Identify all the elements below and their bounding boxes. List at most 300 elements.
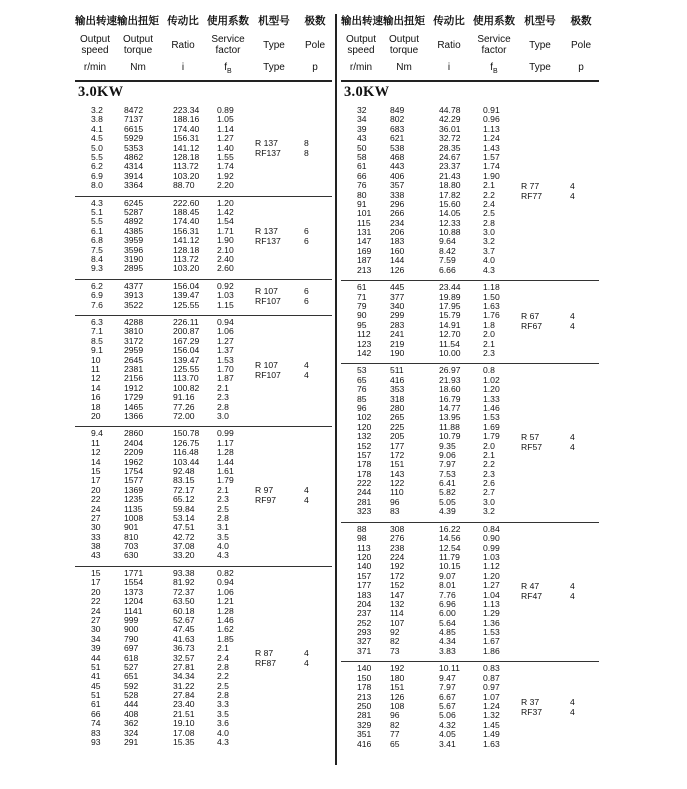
ratio-cell: 156.31 <box>173 133 200 144</box>
factor-cell: 1.61 <box>217 465 234 476</box>
speed-cell: 66 <box>91 708 101 719</box>
model-type: RF67 <box>521 320 543 331</box>
ratio-cell: 21.43 <box>439 170 461 181</box>
torque-cell: 802 <box>390 114 405 125</box>
ratio-cell: 24.67 <box>439 151 461 162</box>
torque-cell: 234 <box>390 217 405 228</box>
model-type: RF37 <box>521 706 543 717</box>
ratio-cell: 21.93 <box>439 374 461 385</box>
table-row <box>341 115 599 124</box>
table-row <box>341 125 599 134</box>
ratio-cell: 9.07 <box>439 570 456 581</box>
speed-cell: 183 <box>357 589 372 600</box>
speed-cell: 12 <box>91 373 101 384</box>
ratio-cell: 93.38 <box>173 568 195 578</box>
speed-cell: 90 <box>357 310 367 321</box>
factor-cell: 0.94 <box>217 317 234 327</box>
ratio-cell: 10.15 <box>439 561 461 572</box>
ratio-cell: 141.12 <box>173 235 200 246</box>
speed-cell: 15 <box>91 568 101 578</box>
factor-cell: 1.03 <box>483 551 500 562</box>
factor-cell: 0.99 <box>217 428 234 439</box>
speed-cell: 371 <box>357 645 372 656</box>
factor-cell: 0.83 <box>483 663 500 674</box>
ratio-cell: 18.60 <box>439 384 461 395</box>
ratio-cell: 83.15 <box>173 475 195 486</box>
header-unit-label: Type <box>263 62 285 73</box>
factor-cell: 3.7 <box>483 245 495 256</box>
model-type: RF97 <box>255 495 277 506</box>
speed-cell: 14 <box>91 456 101 467</box>
table-row <box>341 395 599 404</box>
pole-count: 4 <box>570 310 575 321</box>
table-row <box>75 125 332 134</box>
table-row <box>341 730 599 739</box>
ratio-cell: 113.70 <box>173 373 199 384</box>
header-unit-label: Nm <box>396 62 412 73</box>
speed-cell: 123 <box>357 338 372 349</box>
table-row <box>75 144 332 153</box>
factor-cell: 1.20 <box>217 197 234 208</box>
factor-cell: 1.53 <box>483 412 500 423</box>
factor-cell: 2.8 <box>217 690 229 701</box>
factor-cell: 1.87 <box>217 373 234 384</box>
header-column <box>471 14 517 76</box>
torque-cell: 2860 <box>124 428 144 439</box>
ratio-cell: 42.72 <box>173 531 195 542</box>
motor-group <box>341 283 599 358</box>
factor-cell: 2.0 <box>483 329 495 340</box>
ratio-cell: 19.10 <box>173 718 195 729</box>
table-row <box>75 327 332 336</box>
speed-cell: 6.1 <box>91 225 103 236</box>
ratio-cell: 14.77 <box>439 402 461 413</box>
factor-cell: 1.12 <box>483 561 500 572</box>
table-row <box>75 172 332 181</box>
pole-count: 4 <box>570 590 575 601</box>
ratio-cell: 19.89 <box>439 291 461 302</box>
factor-cell: 2.8 <box>217 512 229 523</box>
speed-cell: 6.3 <box>91 317 103 327</box>
factor-cell: 2.60 <box>217 263 234 274</box>
torque-cell: 143 <box>390 468 405 479</box>
table-row <box>341 366 599 375</box>
factor-cell: 1.57 <box>483 151 500 162</box>
header-en-label: Service factor <box>211 34 245 56</box>
speed-cell: 6.2 <box>91 161 103 172</box>
ratio-cell: 10.11 <box>439 663 460 674</box>
table-row <box>75 523 332 532</box>
ratio-cell: 26.97 <box>439 365 461 376</box>
header-en-label: Output speed <box>345 34 377 56</box>
ratio-cell: 156.04 <box>173 345 200 356</box>
factor-cell: 1.74 <box>217 161 234 172</box>
group-separator <box>75 315 332 316</box>
table-row <box>341 534 599 543</box>
torque-cell: 1135 <box>124 503 143 514</box>
factor-cell: 2.3 <box>217 392 229 403</box>
speed-cell: 18 <box>91 401 101 412</box>
ratio-cell: 23.37 <box>439 161 461 172</box>
speed-cell: 34 <box>357 114 367 125</box>
speed-cell: 178 <box>357 468 372 479</box>
ratio-cell: 156.31 <box>173 225 200 236</box>
torque-cell: 592 <box>124 680 139 691</box>
speed-cell: 20 <box>91 586 101 597</box>
speed-cell: 24 <box>91 503 101 514</box>
speed-cell: 178 <box>357 459 372 470</box>
header-en-label: Pole <box>570 39 591 51</box>
speed-cell: 244 <box>357 487 372 498</box>
torque-cell: 528 <box>124 690 139 701</box>
factor-cell: 1.67 <box>483 636 500 647</box>
table-row <box>75 700 332 709</box>
torque-cell: 1366 <box>124 410 144 421</box>
factor-cell: 1.24 <box>483 133 500 144</box>
torque-cell: 1141 <box>124 605 143 616</box>
table-row <box>341 562 599 571</box>
factor-cell: 2.1 <box>483 449 495 460</box>
factor-cell: 1.37 <box>217 345 234 356</box>
header-column <box>297 14 333 76</box>
factor-cell: 4.3 <box>483 264 495 275</box>
torque-cell: 4377 <box>124 280 144 291</box>
pole-count: 6 <box>304 285 309 296</box>
table-row <box>75 505 332 514</box>
speed-cell: 17 <box>91 475 101 486</box>
table-row <box>341 637 599 646</box>
ratio-cell: 11.79 <box>439 551 460 562</box>
table-row <box>75 106 332 115</box>
speed-cell: 30 <box>91 624 101 635</box>
factor-cell: 0.97 <box>483 682 500 693</box>
factor-cell: 2.1 <box>217 382 229 393</box>
header-column <box>161 14 205 76</box>
speed-cell: 131 <box>357 227 372 238</box>
speed-cell: 14 <box>91 382 101 393</box>
factor-cell: 1.33 <box>483 393 500 404</box>
ratio-cell: 141.12 <box>173 142 200 153</box>
torque-cell: 630 <box>124 550 139 561</box>
speed-cell: 10 <box>91 354 101 365</box>
torque-cell: 1962 <box>124 456 144 467</box>
factor-cell: 1.06 <box>217 326 234 337</box>
table-row <box>75 467 332 476</box>
ratio-cell: 226.11 <box>173 317 199 327</box>
ratio-cell: 27.81 <box>173 661 195 672</box>
ratio-cell: 81.92 <box>173 577 195 588</box>
speed-cell: 30 <box>91 522 101 533</box>
ratio-cell: 188.45 <box>173 206 200 217</box>
speed-cell: 120 <box>357 551 372 562</box>
speed-cell: 44 <box>91 652 101 663</box>
table-row <box>341 628 599 637</box>
ratio-cell: 12.33 <box>439 217 461 228</box>
header-column <box>563 14 599 76</box>
ratio-cell: 4.39 <box>439 506 456 517</box>
factor-cell: 1.36 <box>483 617 500 628</box>
table-row <box>75 374 332 383</box>
ratio-cell: 16.79 <box>439 393 461 404</box>
ratio-cell: 33.20 <box>173 550 195 561</box>
ratio-cell: 41.63 <box>173 633 195 644</box>
table-row <box>75 236 332 245</box>
table-row <box>341 581 599 590</box>
factor-cell: 2.5 <box>483 208 495 219</box>
torque-cell: 618 <box>124 652 139 663</box>
factor-cell: 2.2 <box>483 459 495 470</box>
ratio-cell: 125.55 <box>173 299 200 310</box>
model-type: RF107 <box>255 369 281 380</box>
ratio-cell: 65.12 <box>173 494 195 505</box>
torque-cell: 1008 <box>124 512 144 523</box>
factor-cell: 1.8 <box>483 319 495 330</box>
factor-cell: 1.71 <box>217 225 234 236</box>
torque-cell: 183 <box>390 236 405 247</box>
speed-cell: 74 <box>91 718 101 729</box>
torque-cell: 7137 <box>124 114 144 125</box>
ratio-cell: 14.05 <box>439 208 461 219</box>
torque-cell: 2381 <box>124 363 144 374</box>
table-row <box>341 470 599 479</box>
table-row <box>341 488 599 497</box>
table-row <box>341 740 599 749</box>
header-en-label: Type <box>529 39 551 51</box>
ratio-cell: 6.67 <box>439 691 456 702</box>
speed-cell: 51 <box>91 661 101 672</box>
ratio-cell: 36.01 <box>439 123 461 134</box>
torque-cell: 3810 <box>124 326 144 337</box>
factor-cell: 2.40 <box>217 253 234 264</box>
motor-group <box>341 106 599 275</box>
factor-cell: 2.4 <box>483 198 495 209</box>
speed-cell: 22 <box>91 596 101 607</box>
ratio-cell: 6.96 <box>439 598 456 609</box>
speed-cell: 132 <box>357 431 372 442</box>
ratio-cell: 16.22 <box>439 523 461 534</box>
factor-cell: 1.40 <box>217 142 234 153</box>
table-row <box>75 208 332 217</box>
torque-cell: 900 <box>124 624 139 635</box>
header-zh-label: 机型号 <box>524 15 556 27</box>
table-row <box>341 162 599 171</box>
header-zh-label: 输出扭矩 <box>383 15 425 27</box>
torque-cell: 1204 <box>124 596 144 607</box>
header-zh-label: 极数 <box>304 15 326 27</box>
torque-cell: 190 <box>390 347 405 358</box>
table-row <box>75 644 332 653</box>
table-row <box>341 153 599 162</box>
speed-cell: 150 <box>357 672 372 683</box>
torque-cell: 324 <box>124 727 139 738</box>
factor-cell: 0.82 <box>217 568 234 578</box>
speed-cell: 20 <box>91 484 101 495</box>
torque-cell: 703 <box>124 541 139 552</box>
ratio-cell: 53.14 <box>173 512 195 523</box>
factor-cell: 1.53 <box>217 354 234 365</box>
model-type: R 77 <box>521 180 540 191</box>
table-row <box>75 458 332 467</box>
factor-cell: 2.5 <box>217 680 229 691</box>
torque-cell: 192 <box>390 561 405 572</box>
table-row <box>75 439 332 448</box>
speed-cell: 9.1 <box>91 345 103 356</box>
torque-cell: 5353 <box>124 142 144 153</box>
table-row <box>75 672 332 681</box>
speed-cell: 140 <box>357 663 372 674</box>
ratio-cell: 103.20 <box>173 263 200 274</box>
group-separator <box>75 426 332 427</box>
factor-cell: 3.2 <box>483 506 495 517</box>
speed-cell: 7.6 <box>91 299 103 310</box>
torque-cell: 340 <box>390 300 405 311</box>
table-row <box>75 115 332 124</box>
header-en-label: Output torque <box>388 34 420 56</box>
header-zh-label: 机型号 <box>258 15 290 27</box>
speed-cell: 38 <box>91 541 101 552</box>
speed-cell: 71 <box>357 291 367 302</box>
ratio-cell: 91.16 <box>173 392 195 403</box>
torque-cell: 82 <box>390 636 400 647</box>
model-type: RF77 <box>521 190 543 201</box>
speed-cell: 15 <box>91 465 101 476</box>
speed-cell: 147 <box>357 236 372 247</box>
header-zh-label: 输出转速 <box>341 15 383 27</box>
ratio-cell: 174.40 <box>173 123 200 134</box>
factor-cell: 1.76 <box>483 310 500 321</box>
table-row <box>341 385 599 394</box>
speed-cell: 6.9 <box>91 290 103 301</box>
table-row <box>341 209 599 218</box>
table-row <box>75 384 332 393</box>
torque-cell: 224 <box>390 551 405 562</box>
factor-cell: 1.43 <box>483 142 500 153</box>
ratio-cell: 9.64 <box>439 236 456 247</box>
factor-cell: 0.96 <box>483 114 500 125</box>
ratio-cell: 17.95 <box>439 300 461 311</box>
torque-cell: 238 <box>390 542 405 553</box>
factor-cell: 1.90 <box>217 235 234 246</box>
factor-cell: 1.15 <box>217 299 234 310</box>
table-row <box>341 572 599 581</box>
table-row <box>341 106 599 115</box>
torque-cell: 408 <box>124 708 139 719</box>
ratio-cell: 5.82 <box>439 487 456 498</box>
torque-cell: 291 <box>124 737 139 748</box>
speed-cell: 43 <box>357 133 367 144</box>
factor-cell: 1.55 <box>217 151 234 162</box>
torque-cell: 152 <box>390 580 405 591</box>
torque-cell: 147 <box>390 589 405 600</box>
torque-cell: 527 <box>124 661 139 672</box>
torque-cell: 538 <box>390 142 405 153</box>
group-separator <box>341 280 599 281</box>
speed-cell: 32 <box>357 105 367 115</box>
speed-cell: 3.2 <box>91 105 103 115</box>
ratio-cell: 44.78 <box>439 105 461 115</box>
model-type: RF137 <box>255 148 281 159</box>
table-row <box>341 330 599 339</box>
speed-cell: 102 <box>357 412 372 423</box>
speed-cell: 53 <box>357 365 367 376</box>
torque-cell: 1729 <box>124 392 144 403</box>
table-row <box>341 293 599 302</box>
torque-cell: 96 <box>390 710 400 721</box>
torque-cell: 3959 <box>124 235 144 246</box>
factor-cell: 0.84 <box>483 523 500 534</box>
factor-cell: 1.02 <box>483 374 500 385</box>
speed-cell: 20 <box>91 410 101 421</box>
table-row <box>341 647 599 656</box>
speed-cell: 8.4 <box>91 253 103 264</box>
ratio-cell: 12.54 <box>439 542 461 553</box>
factor-cell: 1.03 <box>217 290 234 301</box>
torque-cell: 406 <box>390 170 405 181</box>
torque-cell: 1465 <box>124 401 144 412</box>
model-type: R 37 <box>521 696 540 707</box>
speed-cell: 112 <box>357 329 371 340</box>
ratio-cell: 5.67 <box>439 700 456 711</box>
factor-cell: 2.3 <box>217 494 229 505</box>
ratio-cell: 174.40 <box>173 216 200 227</box>
table-row <box>75 291 332 300</box>
pole-count: 4 <box>304 485 309 496</box>
factor-cell: 1.85 <box>217 633 234 644</box>
factor-cell: 2.8 <box>217 661 229 672</box>
torque-cell: 177 <box>390 440 405 451</box>
torque-cell: 65 <box>390 738 400 749</box>
table-row <box>75 635 332 644</box>
speed-cell: 416 <box>357 738 372 749</box>
ratio-cell: 3.83 <box>439 645 456 656</box>
header-unit-label: p <box>578 62 584 73</box>
header-unit-label: i <box>181 62 185 73</box>
torque-cell: 1373 <box>124 586 144 597</box>
speed-cell: 9.3 <box>91 263 103 274</box>
header-column <box>381 14 427 76</box>
factor-cell: 2.3 <box>483 347 495 358</box>
speed-cell: 3.8 <box>91 114 103 125</box>
torque-cell: 444 <box>124 699 139 710</box>
table-row <box>75 181 332 190</box>
ratio-cell: 116.48 <box>173 447 199 458</box>
table-row <box>341 664 599 673</box>
pole-count: 4 <box>304 648 309 659</box>
ratio-cell: 4.85 <box>439 627 456 638</box>
ratio-cell: 128.18 <box>173 244 200 255</box>
factor-cell: 2.10 <box>217 244 234 255</box>
model-type: R 137 <box>255 138 278 149</box>
ratio-cell: 10.88 <box>439 227 461 238</box>
torque-cell: 160 <box>390 245 405 256</box>
torque-cell: 6615 <box>124 123 144 134</box>
torque-cell: 3172 <box>124 335 144 346</box>
pole-count: 4 <box>570 190 575 201</box>
torque-cell: 6245 <box>124 197 144 208</box>
factor-cell: 1.27 <box>217 133 234 144</box>
factor-cell: 4.0 <box>483 255 495 266</box>
ratio-cell: 6.41 <box>439 478 456 489</box>
speed-cell: 5.5 <box>91 216 103 227</box>
speed-cell: 65 <box>357 374 367 385</box>
ratio-cell: 31.22 <box>173 680 195 691</box>
factor-cell: 3.5 <box>217 708 229 719</box>
factor-cell: 4.0 <box>217 727 229 738</box>
speed-cell: 79 <box>357 300 367 311</box>
ratio-cell: 11.88 <box>439 421 460 432</box>
factor-cell: 1.06 <box>217 586 234 597</box>
speed-cell: 95 <box>357 319 367 330</box>
